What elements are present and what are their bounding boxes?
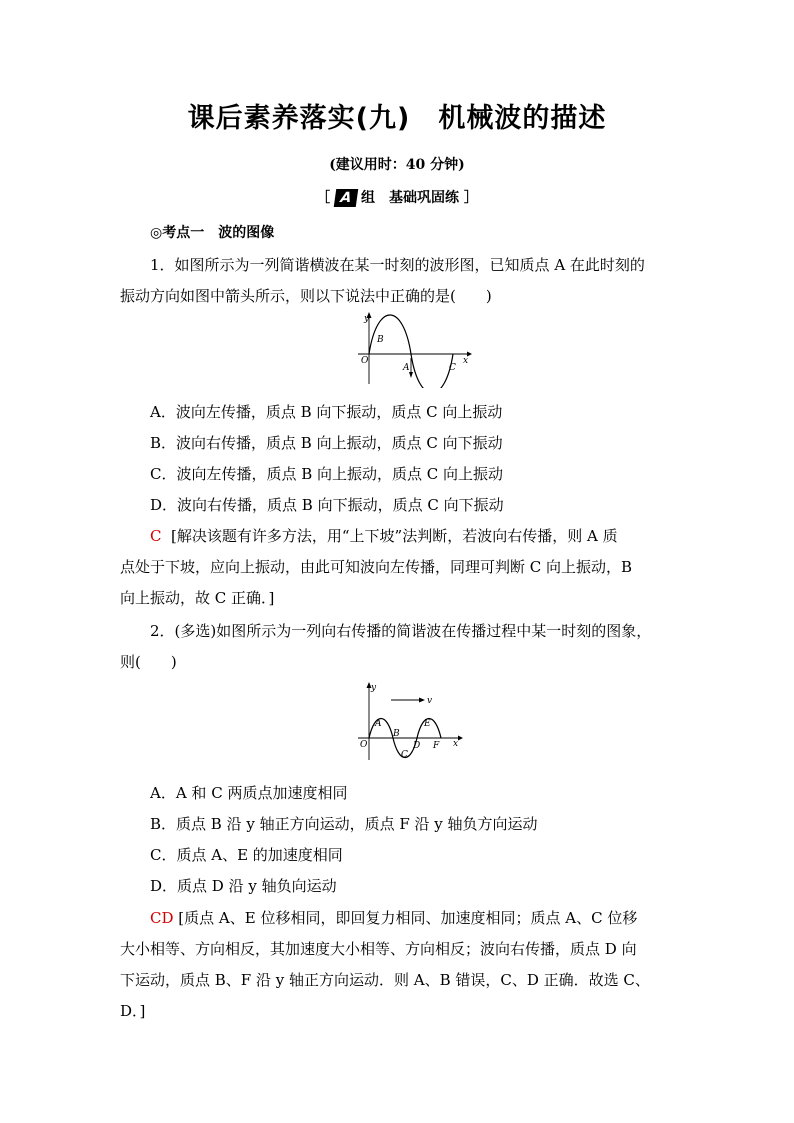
- q2-fig-x-label: x: [453, 739, 459, 749]
- q2-stem-line2: 则( ): [120, 653, 177, 671]
- q2-fig-v-label: v: [427, 696, 433, 706]
- q2-fig-a-label: A: [375, 719, 382, 729]
- q1-fig-a-label: A: [403, 363, 410, 373]
- q2-option-b: B．质点 B 沿 y 轴正方向运动，质点 F 沿 y 轴负方向运动: [150, 815, 538, 833]
- q2-explanation-line1: [150, 907, 637, 928]
- q2-option-d: D．质点 D 沿 y 轴负向运动: [150, 877, 337, 895]
- q1-wave-figure: [355, 310, 475, 388]
- q2-fig-b-label: B: [393, 729, 400, 739]
- group-open-bracket: ［: [316, 190, 331, 206]
- q2-option-c: C．质点 A、E 的加速度相同: [150, 846, 343, 864]
- group-label: 组 基础巩固练: [361, 190, 459, 206]
- q1-explanation-line3: 向上振动，故 C 正确．]: [120, 589, 275, 607]
- q1-option-d: D．波向右传播，质点 B 向下振动，质点 C 向下振动: [150, 496, 504, 514]
- q2-fig-d-label: D: [413, 741, 421, 751]
- q2-stem-line1: 2．(多选)如图所示为一列向右传播的简谐波在传播过程中某一时刻的图象，: [150, 622, 652, 640]
- q1-explanation-line1: [150, 525, 618, 546]
- group-badge: A: [334, 189, 359, 207]
- q2-explanation-line3: 下运动，质点 B、F 沿 y 轴正方向运动．则 A、B 错误，C、D 正确．故选 C、: [120, 971, 650, 989]
- q2-fig-e-label: E: [424, 719, 431, 729]
- q2-fig-y-label: y: [371, 683, 377, 693]
- q2-wave-figure: [353, 678, 468, 762]
- section-heading: ◎考点一 波的图像: [150, 225, 275, 241]
- q1-fig-y-label: y: [364, 314, 370, 324]
- q1-explanation-line2: 点处于下坡，应向上振动，由此可知波向左传播，同理可判断 C 向上振动，B: [120, 558, 633, 576]
- q2-answer: CD: [150, 909, 174, 927]
- q1-stem-line2: 振动方向如图中箭头所示，则以下说法中正确的是( ): [120, 287, 492, 305]
- q2-explanation-line4: D．]: [120, 1002, 146, 1020]
- q1-option-b: B．波向右传播，质点 B 向上振动，质点 C 向下振动: [150, 434, 503, 452]
- q2-fig-c-label: C: [401, 750, 408, 760]
- q1-fig-origin-label: O: [361, 356, 369, 366]
- q1-option-c: C．波向左传播，质点 B 向上振动，质点 C 向上振动: [150, 465, 504, 483]
- group-close-bracket: ］: [463, 190, 478, 206]
- q1-fig-b-label: B: [377, 335, 384, 345]
- q2-explanation-line2: 大小相等、方向相反，其加速度大小相等、方向相反；波向右传播，质点 D 向: [120, 940, 637, 958]
- q1-explanation-text1: [解决该题有许多方法，用“上下坡”法判断，若波向右传播，则 A 质: [171, 527, 618, 545]
- q1-answer: C: [150, 527, 162, 545]
- suggested-time: (建议用时：40 分钟): [329, 157, 465, 173]
- q1-option-a: A．波向左传播，质点 B 向下振动，质点 C 向上振动: [150, 403, 503, 421]
- page-title: 课后素养落实(九) 机械波的描述: [187, 103, 607, 134]
- q1-fig-x-label: x: [463, 356, 469, 366]
- q2-fig-f-label: F: [433, 741, 440, 751]
- q2-option-a: A．A 和 C 两质点加速度相同: [150, 784, 348, 802]
- q1-stem-line1: 1．如图所示为一列简谐横波在某一时刻的波形图，已知质点 A 在此时刻的: [150, 256, 645, 274]
- group-heading: [0, 187, 794, 207]
- q1-fig-c-label: C: [449, 363, 456, 373]
- q2-explanation-text1: [质点 A、E 位移相同，即回复力相同、加速度相同；质点 A、C 位移: [178, 909, 638, 927]
- q2-fig-origin-label: O: [360, 740, 368, 750]
